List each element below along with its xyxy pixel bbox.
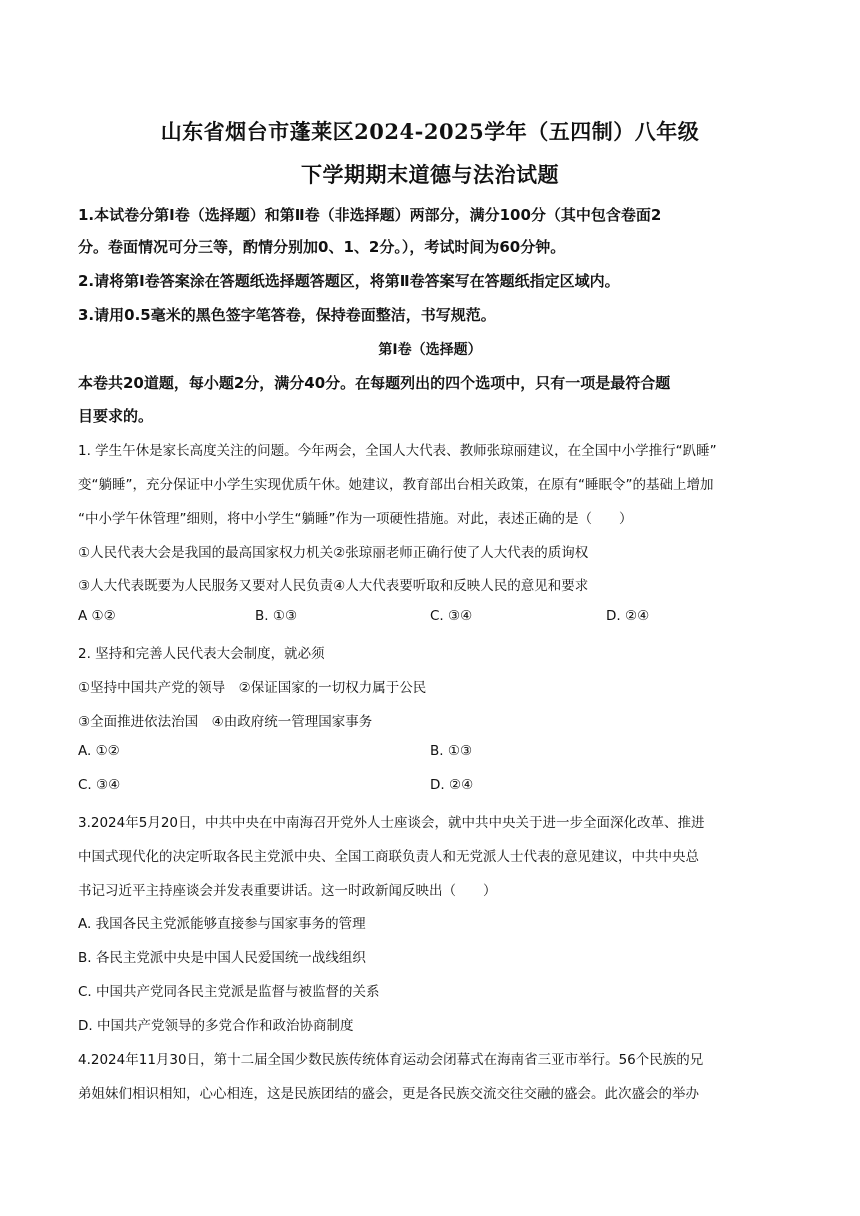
question-1-option-d: D. ②④: [606, 608, 650, 624]
question-2-text: 2. 坚持和完善人民代表大会制度，就必须: [78, 646, 325, 662]
question-4-text: 弟姐妹们相识相知，心心相连，这是民族团结的盛会，更是各民族交流交往交融的盛会。此次盛会的举办: [78, 1086, 699, 1102]
section-description: 目要求的。: [78, 407, 154, 425]
question-2-option-d: D. ②④: [430, 777, 474, 793]
question-3-option-a: A. 我国各民主党派能够直接参与国家事务的管理: [78, 916, 366, 932]
question-3-option-d: D. 中国共产党领导的多党合作和政治协商制度: [78, 1018, 354, 1034]
question-3-option-b: B. 各民主党派中央是中国人民爱国统一战线组织: [78, 950, 366, 966]
question-3-text: 中国式现代化的决定听取各民主党派中央、全国工商联负责人和无党派人士代表的意见建议，中共中央总: [78, 849, 699, 865]
question-1-text: “中小学午休管理”细则，将中小学生“躺睡”作为一项硬性措施。对此，表述正确的是（ ）: [78, 511, 633, 527]
question-1-statement: ①人民代表大会是我国的最高国家权力机关②张琼丽老师正确行使了人大代表的质询权: [78, 545, 589, 561]
question-1-option-a: A ①②: [78, 608, 116, 624]
exam-title-line1: 山东省烟台市蓬莱区2024-2025学年（五四制）八年级: [160, 119, 700, 144]
exam-title-line2: 下学期期末道德与法治试题: [301, 162, 559, 187]
instruction-line: 3.请用0.5毫米的黑色签字笔答卷，保持卷面整洁，书写规范。: [78, 306, 496, 324]
question-2-statement: ③全面推进依法治国 ④由政府统一管理国家事务: [78, 714, 373, 730]
instruction-line: 2.请将第Ⅰ卷答案涂在答题纸选择题答题区，将第Ⅱ卷答案写在答题纸指定区域内。: [78, 272, 620, 290]
question-1-statement: ③人大代表既要为人民服务又要对人民负责④人大代表要听取和反映人民的意见和要求: [78, 578, 589, 594]
question-1-text: 变“躺睡”，充分保证中小学生实现优质午休。她建议，教育部出台相关政策，在原有“睡眠令”的基础上增加: [78, 477, 714, 493]
question-1-text: 1. 学生午休是家长高度关注的问题。今年两会，全国人大代表、教师张琼丽建议，在全国中小学推行“趴睡”: [78, 443, 717, 459]
question-2-option-b: B. ①③: [430, 743, 473, 759]
question-2-option-a: A. ①②: [78, 743, 120, 759]
question-1-option-b: B. ①③: [255, 608, 298, 624]
question-3-option-c: C. 中国共产党同各民主党派是监督与被监督的关系: [78, 984, 380, 1000]
question-3-text: 3.2024年5月20日，中共中央在中南海召开党外人士座谈会，就中共中央关于进一步全面深化改革、推进: [78, 815, 705, 831]
instruction-line: 1.本试卷分第Ⅰ卷（选择题）和第Ⅱ卷（非选择题）两部分，满分100分（其中包含卷面2: [78, 206, 662, 224]
question-2-statement: ①坚持中国共产党的领导 ②保证国家的一切权力属于公民: [78, 680, 427, 696]
question-2-option-c: C. ③④: [78, 777, 121, 793]
instruction-line: 分。卷面情况可分三等，酌情分别加0、1、2分。），考试时间为60分钟。: [78, 238, 566, 256]
question-4-text: 4.2024年11月30日，第十二届全国少数民族传统体育运动会闭幕式在海南省三亚市举行。56个民族的兄: [78, 1052, 704, 1068]
section-description: 本卷共20道题，每小题2分，满分40分。在每题列出的四个选项中，只有一项是最符合题: [78, 374, 671, 392]
question-1-option-c: C. ③④: [430, 608, 473, 624]
section-heading: 第Ⅰ卷（选择题）: [378, 342, 482, 358]
question-3-text: 书记习近平主持座谈会并发表重要讲话。这一时政新闻反映出（ ）: [78, 883, 497, 899]
